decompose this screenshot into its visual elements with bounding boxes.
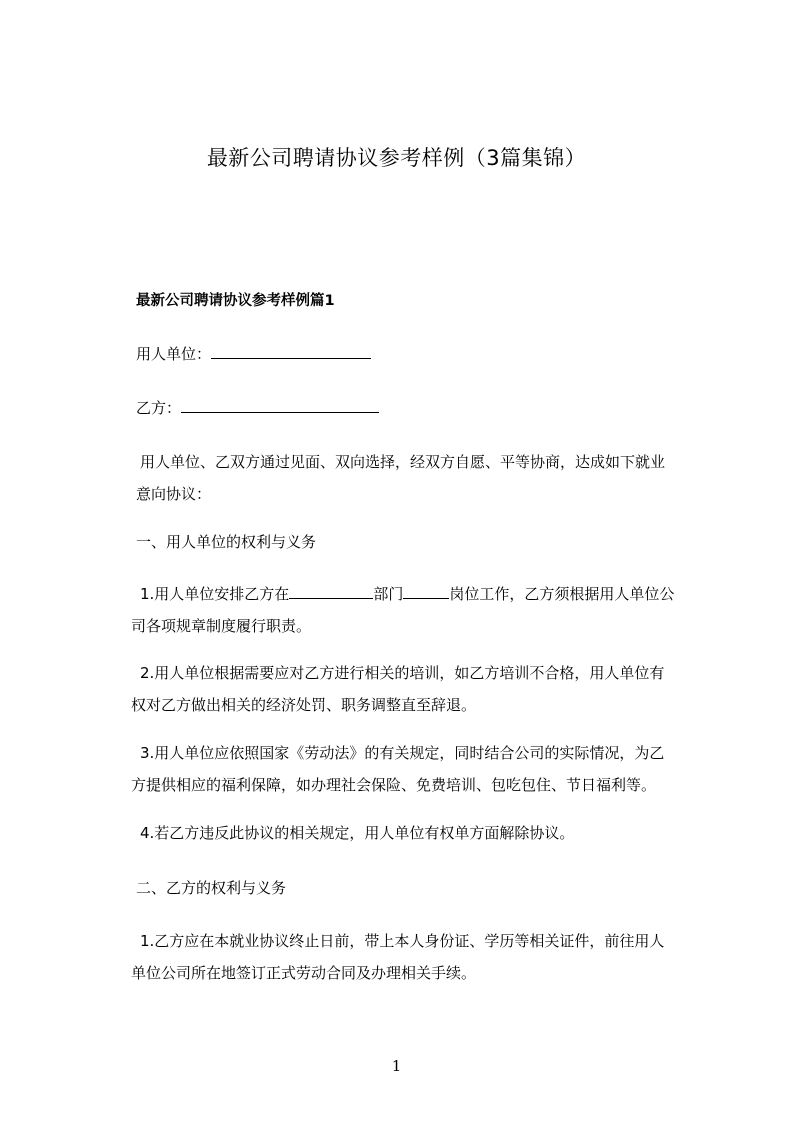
employer-field: [136, 344, 371, 364]
clause-1-2-line-2: 权对乙方做出相关的经济处罚、职务调整直至辞退。: [131, 696, 477, 714]
employer-blank: [211, 344, 371, 359]
part1-heading: 一、用人单位的权利与义务: [136, 533, 317, 551]
page-number: 1: [391, 1057, 402, 1075]
clause-1-3-line-1: 3.用人单位应依照国家《劳动法》的有关规定，同时结合公司的实际情况，为乙: [140, 744, 665, 762]
party-b-label: 乙方：: [136, 399, 182, 417]
clause-2-1-line-1: 1.乙方应在本就业协议终止日前，带上本人身份证、学历等相关证件，前往用人: [140, 932, 665, 950]
party-b-field: [136, 398, 379, 418]
clause-2-1: [131, 925, 716, 989]
clause-1-4: [136, 817, 716, 849]
clause-1-1-mid: 部门: [373, 585, 404, 603]
clause-1-1-suffix: 岗位工作，乙方须根据用人单位公: [449, 585, 675, 603]
clause-1-3-line-2: 方提供相应的福利保障，如办理社会保险、免费培训、包吃包住、节日福利等。: [131, 776, 657, 794]
clause-1-1: [131, 578, 716, 642]
position-blank: [403, 584, 449, 599]
party-b-blank: [181, 398, 379, 413]
section-heading: 最新公司聘请协议参考样例篇1: [136, 293, 335, 309]
department-blank: [289, 584, 373, 599]
clause-1-2: [131, 657, 716, 721]
clause-1-2-line-1: 2.用人单位根据需要应对乙方进行相关的培训，如乙方培训不合格，用人单位有: [140, 664, 665, 682]
clause-1-3: [131, 737, 716, 801]
intro-line-2: 意向协议：: [136, 485, 212, 503]
clause-1-4-line-1: 4.若乙方违反此协议的相关规定，用人单位有权单方面解除协议。: [140, 824, 575, 842]
clause-1-1-line-2: 司各项规章制度履行职责。: [131, 617, 312, 635]
document-title: 最新公司聘请协议参考样例（3篇集锦）: [206, 146, 587, 170]
intro-line-1: 用人单位、乙双方通过见面、双向选择，经双方自愿、平等协商，达成如下就业: [140, 453, 666, 471]
intro-paragraph: [136, 446, 716, 510]
clause-1-1-line-1: [136, 578, 716, 610]
employer-label: 用人单位：: [136, 345, 212, 363]
part2-heading: 二、乙方的权利与义务: [136, 879, 287, 897]
clause-1-1-prefix: 1.用人单位安排乙方在: [140, 585, 290, 603]
clause-2-1-line-2: 单位公司所在地签订正式劳动合同及办理相关手续。: [131, 964, 477, 982]
